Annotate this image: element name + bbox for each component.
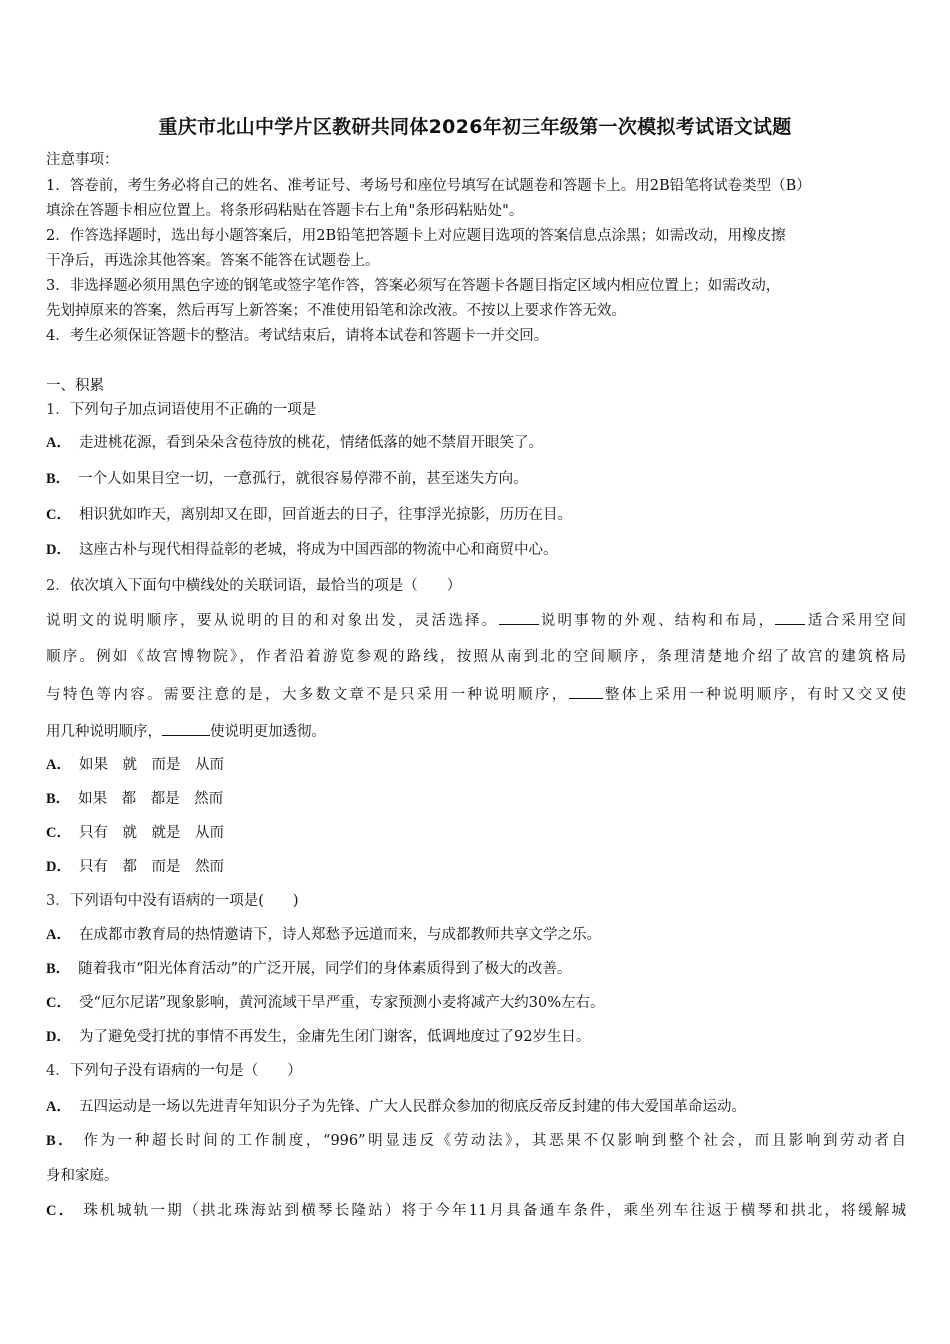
option-label: C． [46,825,71,841]
passage-text: 与特色等内容。需要注意的是，大多数文章不是只采用一种说明顺序， [46,687,569,703]
option-c [46,505,906,525]
question-stem [46,1061,906,1081]
passage-line: 顺序。例如《故宫博物院》，作者沿着游览参观的路线，按照从南到北的空间顺序，条理清楚地介绍了故宫的建筑格局 [46,649,906,665]
passage-text: 说明文的说明顺序，要从说明的目的和对象出发，灵活选择。 [46,613,499,629]
option-text: 只有 就 就是 从而 [78,825,224,841]
notice-line: 干净后，再选涂其他答案。答案不能答在试题卷上。 [46,253,380,269]
option-label: C． [46,995,71,1011]
option-label: B． [46,791,71,807]
option-label: B． [46,961,71,977]
option-text: 走进桃花源，看到朵朵含苞待放的桃花，情绪低落的她不禁眉开眼笑了。 [78,435,543,451]
option-label: C． [46,1203,76,1219]
question-text: 下列句子没有语病的一句是（ ） [69,1063,302,1079]
question-stem [46,891,906,911]
option-text: 如果 就 而是 从而 [78,757,224,773]
question-number: 2． [46,578,70,594]
notice-line: 2．作答选择题时，选出每小题答案后，用2B铅笔把答题卡上对应题目选项的答案信息点涂黑；如需改动，用橡皮擦 [46,228,786,244]
passage-line [46,721,906,742]
option-a [46,433,906,453]
option-d [46,857,906,877]
question-text: 依次填入下面句中横线处的关联词语，最恰当的项是（ ） [69,578,462,594]
option-label: C． [46,507,71,523]
option-text: 在成都市教育局的热情邀请下，诗人郑愁予远道而来，与成都教师共享文学之乐。 [78,927,601,943]
passage-line [46,610,906,631]
option-d [46,1027,906,1047]
option-text: 相识犹如昨天，离别却又在即，回首逝去的日子，往事浮光掠影，历历在目。 [78,507,572,523]
option-a [46,755,906,775]
option-text: 五四运动是一场以先进青年知识分子为先锋、广大人民群众参加的彻底反帝反封建的伟大爱国革命运动。 [78,1099,746,1115]
passage-text: 说明事物的外观、结构和布局， [538,613,776,629]
question-stem [46,400,906,420]
notice-line: 1．答卷前，考生务必将自己的姓名、准考证号、考场号和座位号填写在试题卷和答题卡上。用2B铅笔将试卷类型（B） [46,178,811,194]
option-label: A． [46,1099,71,1115]
option-text: 只有 都 而是 然而 [78,859,224,875]
passage-text: 适合采用空间 [805,613,906,629]
notice-line: 3．非选择题必须用黑色字迹的钢笔或签字笔作答，答案必须写在答题卡各题目指定区域内相应位置上；如需改动， [46,278,781,294]
option-text: 作为一种超长时间的工作制度，“996”明显违反《劳动法》，其恶果不仅影响到整个社会，而且影响到劳动者自 [83,1133,906,1149]
option-a [46,1097,906,1117]
option-c [46,1201,906,1221]
option-b [46,469,906,489]
option-text: 如果 都 都是 然而 [78,791,224,807]
option-label: D． [46,859,71,875]
option-c [46,993,906,1013]
fill-blank [162,721,210,736]
option-b-continued: 身和家庭。 [46,1168,119,1184]
option-a [46,925,906,945]
option-text: 受“厄尔尼诺”现象影响，黄河流域干旱严重，专家预测小麦将减产大约30%左右。 [78,995,605,1011]
question-number: 1． [46,402,70,418]
option-text: 一个人如果目空一切，一意孤行，就很容易停滞不前，甚至迷失方向。 [78,471,528,487]
passage-text: 用几种说明顺序， [46,724,162,740]
option-label: B． [46,1133,76,1149]
fill-blank [569,684,603,699]
option-label: D． [46,542,71,558]
option-label: A． [46,927,71,943]
option-label: A． [46,435,71,451]
option-label: D． [46,1029,71,1045]
question-number: 4． [46,1063,70,1079]
notice-line: 4．考生必须保证答题卡的整洁。考试结束后，请将本试卷和答题卡一并交回。 [46,328,549,344]
notice-heading: 注意事项： [46,152,119,168]
option-d [46,540,906,560]
question-stem [46,576,906,596]
option-text: 为了避免受打扰的事情不再发生，金庸先生闭门谢客，低调地度过了92岁生日。 [78,1029,591,1045]
question-text: 下列句子加点词语使用不正确的一项是 [69,402,317,418]
passage-line [46,684,906,705]
fill-blank [499,610,539,625]
option-text: 这座古朴与现代相得益彰的老城，将成为中国西部的物流中心和商贸中心。 [78,542,558,558]
passage-text: 整体上采用一种说明顺序，有时又交叉使 [602,687,907,703]
option-text: 珠机城轨一期（拱北珠海站到横琴长隆站）将于今年11月具备通车条件，乘坐列车往返于横琴和拱北，将缓解城 [83,1203,906,1219]
section-heading: 一、积累 [46,378,104,394]
option-text: 随着我市“阳光体育活动”的广泛开展，同学们的身体素质得到了极大的改善。 [78,961,572,977]
notice-line: 先划掉原来的答案，然后再写上新答案；不准使用铅笔和涂改液。不按以上要求作答无效。 [46,303,626,319]
notice-line: 填涂在答题卡相应位置上。将条形码粘贴在答题卡右上角"条形码粘贴处"。 [46,203,524,219]
passage-text: 使说明更加透彻。 [210,724,326,740]
option-label: B． [46,471,71,487]
option-b [46,959,906,979]
option-b [46,1131,906,1151]
option-c [46,823,906,843]
page-title: 重庆市北山中学片区教研共同体2026年初三年级第一次模拟考试语文试题 [158,116,792,138]
fill-blank [775,610,805,625]
option-b [46,789,906,809]
question-number: 3． [46,893,70,909]
question-text: 下列语句中没有语病的一项是( ) [69,893,299,909]
option-label: A． [46,757,71,773]
